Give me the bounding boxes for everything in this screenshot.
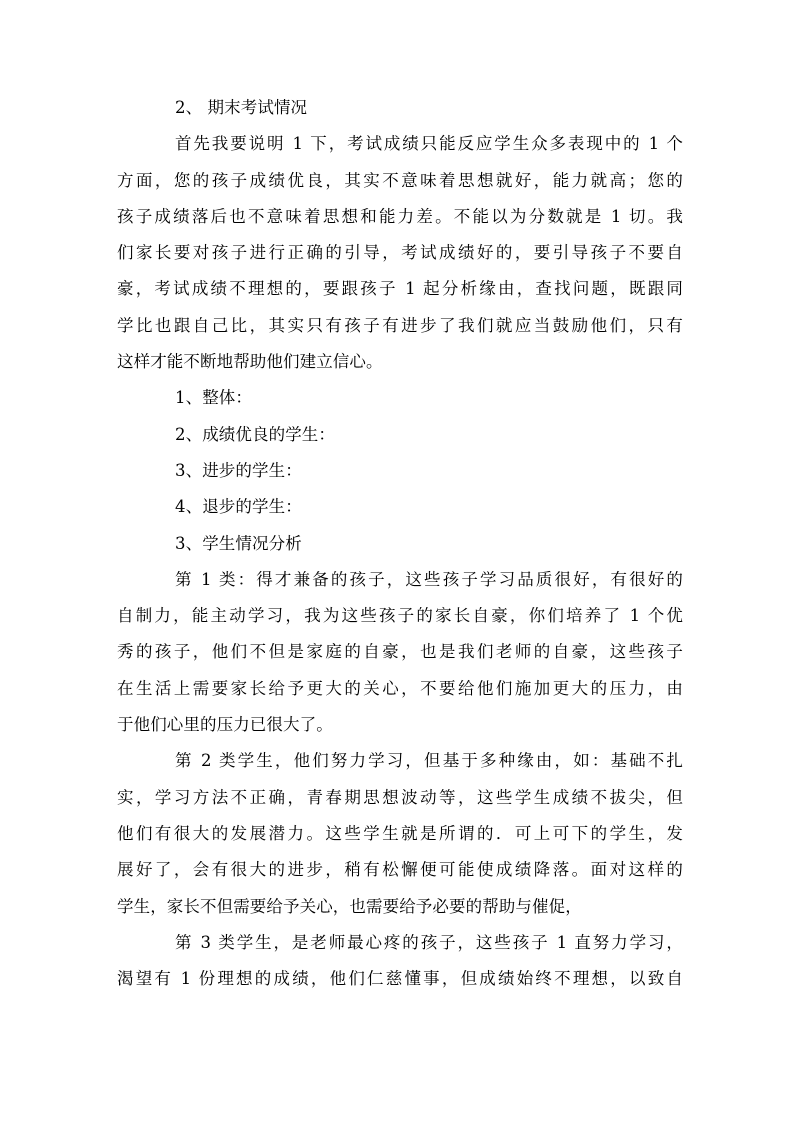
text-line: 2、成绩优良的学生：	[175, 424, 335, 444]
text-line: 自制力，能主动学习，我为这些孩子的家长自豪，你们培养了 1 个优	[117, 606, 683, 626]
text-line: 方面，您的孩子成绩优良，其实不意味着思想就好，能力就高；您的	[117, 170, 683, 190]
text-line: 这样才能不断地帮助他们建立信心。	[117, 352, 383, 372]
text-line: 第 2 类学生，他们努力学习，但基于多种缘由，如：基础不扎	[175, 751, 683, 771]
text-line: 学比也跟自己比，其实只有孩子有进步了我们就应当鼓励他们，只有	[117, 315, 683, 335]
text-line: 于他们心里的压力已很大了。	[117, 715, 333, 735]
text-line: 首先我要说明 1 下，考试成绩只能反应学生众多表现中的 1 个	[175, 134, 683, 154]
text-line: 第 3 类学生，是老师最心疼的孩子，这些孩子 1 直努力学习，	[175, 932, 683, 952]
text-line: 豪，考试成绩不理想的，要跟孩子 1 起分析缘由，查找问题，既跟同	[117, 279, 683, 299]
text-line: 4、退步的学生：	[175, 497, 302, 517]
text-line: 在生活上需要家长给予更大的关心，不要给他们施加更大的压力，由	[117, 678, 683, 698]
text-line: 们家长要对孩子进行正确的引导，考试成绩好的，要引导孩子不要自	[117, 243, 683, 263]
text-line: 秀的孩子，他们不但是家庭的自豪，也是我们老师的自豪，这些孩子	[117, 642, 683, 662]
text-line: 第 1 类：得才兼备的孩子，这些孩子学习品质很好，有很好的	[175, 569, 683, 589]
text-line: 3、进步的学生：	[175, 460, 302, 480]
text-line: 1、整体：	[175, 388, 252, 408]
text-line: 他们有很大的发展潜力。这些学生就是所谓的．可上可下的学生，发	[117, 823, 683, 843]
text-line: 孩子成绩落后也不意味着思想和能力差。不能以为分数就是 1 切。我	[117, 206, 683, 226]
text-line: 展好了，会有很大的进步，稍有松懈便可能使成绩降落。面对这样的	[117, 860, 683, 880]
text-line: 2、 期末考试情况	[175, 98, 308, 117]
text-line: 渴望有 1 份理想的成绩，他们仁慈懂事，但成绩始终不理想，以致自	[117, 969, 683, 989]
text-line: 实，学习方法不正确，青春期思想波动等，这些学生成绩不拔尖，但	[117, 787, 683, 807]
text-line: 3、学生情况分析	[175, 533, 302, 553]
text-line: 学生，家长不但需要给予关心，也需要给予必要的帮助与催促，	[117, 896, 582, 916]
document-body	[117, 90, 683, 997]
